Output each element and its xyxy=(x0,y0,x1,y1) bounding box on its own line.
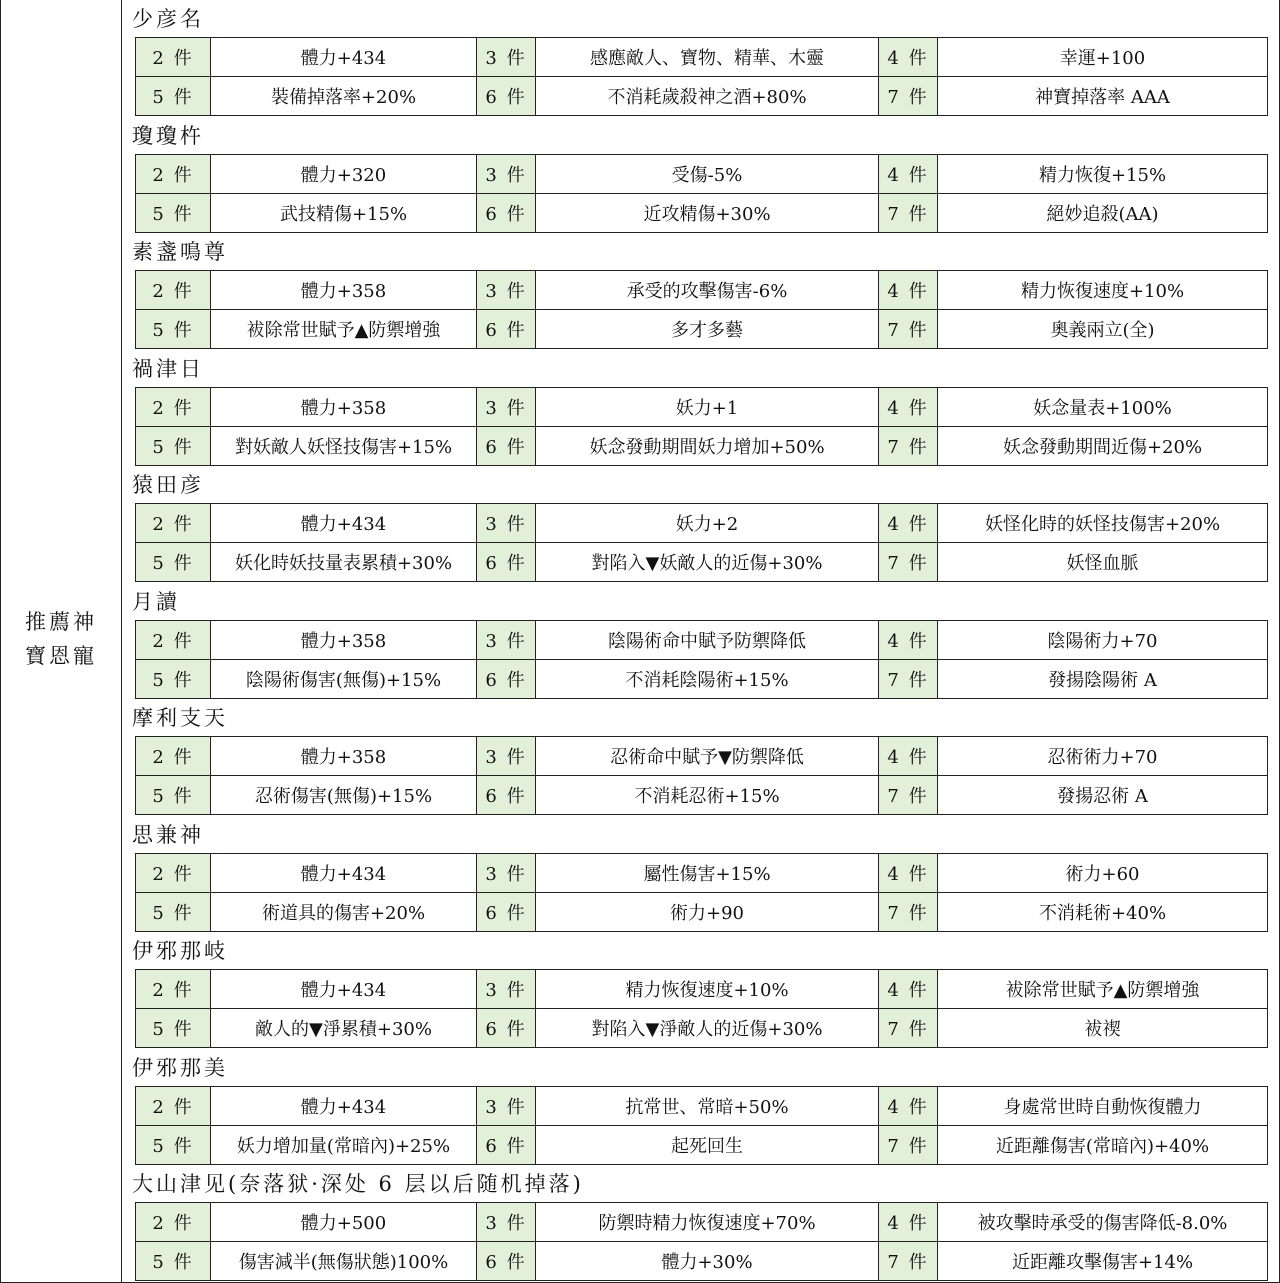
piece-count-cell: 6 件 xyxy=(477,77,536,116)
table-row xyxy=(136,1125,1268,1164)
bonus-effect-cell: 忍術傷害(無傷)+15% xyxy=(211,776,477,815)
piece-count-cell: 2 件 xyxy=(136,620,211,659)
bonus-effect-cell: 防禦時精力恢復速度+70% xyxy=(536,1203,879,1242)
bonus-effect-cell: 體力+358 xyxy=(211,387,477,426)
piece-count-cell: 7 件 xyxy=(879,310,938,349)
piece-count-cell: 5 件 xyxy=(136,543,211,582)
bonus-effect-cell: 近攻精傷+30% xyxy=(536,193,879,232)
bonus-effect-cell: 神寶掉落率 AAA xyxy=(938,77,1268,116)
bonus-effect-cell: 妖念量表+100% xyxy=(938,387,1268,426)
set-name: 摩利支天 xyxy=(132,706,228,730)
piece-count-cell: 2 件 xyxy=(136,853,211,892)
set-bonus-table xyxy=(135,270,1268,349)
set-block xyxy=(122,1049,1280,1166)
table-row xyxy=(136,271,1268,310)
table-row xyxy=(136,776,1268,815)
piece-count-cell: 4 件 xyxy=(879,271,938,310)
piece-count-cell: 2 件 xyxy=(136,1203,211,1242)
piece-count-cell: 6 件 xyxy=(477,659,536,698)
piece-count-cell: 2 件 xyxy=(136,271,211,310)
piece-count-cell: 4 件 xyxy=(879,737,938,776)
piece-count-cell: 6 件 xyxy=(477,1009,536,1048)
bonus-effect-cell: 忍術命中賦予▼防禦降低 xyxy=(536,737,879,776)
bonus-effect-cell: 妖怪化時的妖怪技傷害+20% xyxy=(938,504,1268,543)
bonus-effect-cell: 妖念發動期間妖力增加+50% xyxy=(536,426,879,465)
bonus-effect-cell: 奧義兩立(全) xyxy=(938,310,1268,349)
piece-count-cell: 4 件 xyxy=(879,38,938,77)
piece-count-cell: 4 件 xyxy=(879,853,938,892)
piece-count-cell: 3 件 xyxy=(477,970,536,1009)
table-row xyxy=(136,1242,1268,1281)
piece-count-cell: 6 件 xyxy=(477,892,536,931)
bonus-effect-cell: 武技精傷+15% xyxy=(211,193,477,232)
bonus-effect-cell: 抗常世、常暗+50% xyxy=(536,1086,879,1125)
piece-count-cell: 5 件 xyxy=(136,1009,211,1048)
bonus-effect-cell: 不消耗陰陽術+15% xyxy=(536,659,879,698)
piece-count-cell: 6 件 xyxy=(477,543,536,582)
set-block xyxy=(122,699,1280,816)
bonus-effect-cell: 體力+434 xyxy=(211,1086,477,1125)
piece-count-cell: 3 件 xyxy=(477,387,536,426)
set-bonus-table xyxy=(135,503,1268,582)
table-row xyxy=(136,154,1268,193)
set-name: 禍津日 xyxy=(132,356,204,381)
bonus-effect-cell: 起死回生 xyxy=(536,1125,879,1164)
bonus-effect-cell: 精力恢復速度+10% xyxy=(536,970,879,1009)
bonus-effect-cell: 陰陽術傷害(無傷)+15% xyxy=(211,659,477,698)
piece-count-cell: 5 件 xyxy=(136,776,211,815)
table-row xyxy=(136,77,1268,116)
piece-count-cell: 3 件 xyxy=(477,620,536,659)
bonus-effect-cell: 體力+434 xyxy=(211,504,477,543)
bonus-effect-cell: 精力恢復速度+10% xyxy=(938,271,1268,310)
bonus-effect-cell: 發揚忍術 A xyxy=(938,776,1268,815)
piece-count-cell: 7 件 xyxy=(879,1125,938,1164)
piece-count-cell: 6 件 xyxy=(477,1125,536,1164)
piece-count-cell: 4 件 xyxy=(879,387,938,426)
bonus-effect-cell: 精力恢復+15% xyxy=(938,154,1268,193)
bonus-effect-cell: 體力+434 xyxy=(211,853,477,892)
bonus-effect-cell: 體力+434 xyxy=(211,970,477,1009)
piece-count-cell: 3 件 xyxy=(477,504,536,543)
bonus-effect-cell: 受傷-5% xyxy=(536,154,879,193)
bonus-effect-cell: 妖化時妖技量表累積+30% xyxy=(211,543,477,582)
bonus-effect-cell: 袚除常世賦予▲防禦增強 xyxy=(211,310,477,349)
piece-count-cell: 4 件 xyxy=(879,154,938,193)
bonus-effect-cell: 妖怪血脈 xyxy=(938,543,1268,582)
bonus-effect-cell: 體力+320 xyxy=(211,154,477,193)
piece-count-cell: 3 件 xyxy=(477,271,536,310)
piece-count-cell: 3 件 xyxy=(477,154,536,193)
piece-count-cell: 5 件 xyxy=(136,426,211,465)
set-bonus-table xyxy=(135,620,1268,699)
set-block xyxy=(122,583,1280,700)
piece-count-cell: 6 件 xyxy=(477,776,536,815)
piece-count-cell: 4 件 xyxy=(879,1086,938,1125)
piece-count-cell: 3 件 xyxy=(477,38,536,77)
bonus-effect-cell: 忍術術力+70 xyxy=(938,737,1268,776)
table-row xyxy=(136,426,1268,465)
set-block xyxy=(122,816,1280,933)
bonus-effect-cell: 體力+500 xyxy=(211,1203,477,1242)
bonus-effect-cell: 不消耗術+40% xyxy=(938,892,1268,931)
bonus-effect-cell: 承受的攻擊傷害-6% xyxy=(536,271,879,310)
set-name: 素盞鳴尊 xyxy=(132,240,228,264)
bonus-effect-cell: 敵人的▼淨累積+30% xyxy=(211,1009,477,1048)
bonus-effect-cell: 體力+434 xyxy=(211,38,477,77)
piece-count-cell: 5 件 xyxy=(136,659,211,698)
table-row xyxy=(136,193,1268,232)
set-block xyxy=(122,0,1280,117)
piece-count-cell: 4 件 xyxy=(879,504,938,543)
bonus-effect-cell: 體力+358 xyxy=(211,620,477,659)
set-block xyxy=(122,1165,1280,1282)
piece-count-cell: 2 件 xyxy=(136,504,211,543)
bonus-effect-cell: 妖力+1 xyxy=(536,387,879,426)
piece-count-cell: 5 件 xyxy=(136,892,211,931)
set-bonus-table xyxy=(135,1202,1268,1281)
set-name: 月讀 xyxy=(132,589,180,614)
table-row xyxy=(136,620,1268,659)
set-bonus-table xyxy=(135,37,1268,116)
bonus-effect-cell: 術道具的傷害+20% xyxy=(211,892,477,931)
table-row xyxy=(136,853,1268,892)
bonus-effect-cell: 袚除常世賦予▲防禦增強 xyxy=(938,970,1268,1009)
table-row xyxy=(136,737,1268,776)
piece-count-cell: 4 件 xyxy=(879,1203,938,1242)
bonus-effect-cell: 袚禊 xyxy=(938,1009,1268,1048)
piece-count-cell: 7 件 xyxy=(879,426,938,465)
piece-count-cell: 6 件 xyxy=(477,193,536,232)
table-row xyxy=(136,1203,1268,1242)
piece-count-cell: 4 件 xyxy=(879,620,938,659)
bonus-effect-cell: 體力+358 xyxy=(211,737,477,776)
piece-count-cell: 6 件 xyxy=(477,310,536,349)
piece-count-cell: 7 件 xyxy=(879,77,938,116)
piece-count-cell: 2 件 xyxy=(136,737,211,776)
set-name: 伊邪那岐 xyxy=(132,939,228,963)
piece-count-cell: 3 件 xyxy=(477,853,536,892)
piece-count-cell: 7 件 xyxy=(879,1009,938,1048)
piece-count-cell: 3 件 xyxy=(477,1203,536,1242)
category-label: 推薦神 寶恩寵 xyxy=(25,610,97,668)
set-bonus-table xyxy=(135,736,1268,815)
set-block xyxy=(122,117,1280,234)
bonus-effect-cell: 絕妙追殺(AA) xyxy=(938,193,1268,232)
bonus-effect-cell: 妖念發動期間近傷+20% xyxy=(938,426,1268,465)
bonus-effect-cell: 妖力增加量(常暗內)+25% xyxy=(211,1125,477,1164)
set-block xyxy=(122,350,1280,467)
piece-count-cell: 2 件 xyxy=(136,1086,211,1125)
set-name: 思兼神 xyxy=(132,822,204,847)
bonus-effect-cell: 不消耗歲殺神之酒+80% xyxy=(536,77,879,116)
piece-count-cell: 6 件 xyxy=(477,426,536,465)
piece-count-cell: 7 件 xyxy=(879,776,938,815)
piece-count-cell: 3 件 xyxy=(477,737,536,776)
table-row xyxy=(136,970,1268,1009)
table-row xyxy=(136,892,1268,931)
bonus-effect-cell: 身處常世時自動恢復體力 xyxy=(938,1086,1268,1125)
bonus-effect-cell: 裝備掉落率+20% xyxy=(211,77,477,116)
piece-count-cell: 2 件 xyxy=(136,38,211,77)
piece-count-cell: 7 件 xyxy=(879,193,938,232)
table-row xyxy=(136,38,1268,77)
piece-count-cell: 4 件 xyxy=(879,970,938,1009)
bonus-effect-cell: 屬性傷害+15% xyxy=(536,853,879,892)
bonus-effect-cell: 術力+60 xyxy=(938,853,1268,892)
set-bonus-table xyxy=(135,1086,1268,1165)
bonus-effect-cell: 傷害減半(無傷狀態)100% xyxy=(211,1242,477,1281)
bonus-effect-cell: 體力+30% xyxy=(536,1242,879,1281)
set-block xyxy=(122,466,1280,583)
set-name: 伊邪那美 xyxy=(132,1055,228,1080)
piece-count-cell: 5 件 xyxy=(136,193,211,232)
table-row xyxy=(136,1009,1268,1048)
set-bonus-table xyxy=(135,387,1268,466)
set-name: 大山津见(奈落狱·深处 6 层以后随机掉落) xyxy=(132,1172,584,1196)
piece-count-cell: 7 件 xyxy=(879,543,938,582)
bonus-effect-cell: 多才多藝 xyxy=(536,310,879,349)
bonus-effect-cell: 對陷入▼妖敵人的近傷+30% xyxy=(536,543,879,582)
table-row xyxy=(136,1086,1268,1125)
piece-count-cell: 2 件 xyxy=(136,154,211,193)
piece-count-cell: 3 件 xyxy=(477,1086,536,1125)
bonus-effect-cell: 發揚陰陽術 A xyxy=(938,659,1268,698)
bonus-effect-cell: 近距離攻擊傷害+14% xyxy=(938,1242,1268,1281)
piece-count-cell: 7 件 xyxy=(879,1242,938,1281)
table-row xyxy=(136,659,1268,698)
bonus-effect-cell: 近距離傷害(常暗內)+40% xyxy=(938,1125,1268,1164)
table-row xyxy=(136,504,1268,543)
bonus-effect-cell: 陰陽術命中賦予防禦降低 xyxy=(536,620,879,659)
set-bonus-table xyxy=(135,969,1268,1048)
set-name: 猿田彦 xyxy=(132,473,204,497)
piece-count-cell: 7 件 xyxy=(879,659,938,698)
set-list xyxy=(122,0,1280,1283)
set-name: 少彦名 xyxy=(132,7,204,31)
table-row xyxy=(136,387,1268,426)
bonus-effect-cell: 對妖敵人妖怪技傷害+15% xyxy=(211,426,477,465)
bonus-effect-cell: 感應敵人、寶物、精華、木靈 xyxy=(536,38,879,77)
piece-count-cell: 6 件 xyxy=(477,1242,536,1281)
piece-count-cell: 7 件 xyxy=(879,892,938,931)
bonus-effect-cell: 不消耗忍術+15% xyxy=(536,776,879,815)
piece-count-cell: 2 件 xyxy=(136,387,211,426)
piece-count-cell: 5 件 xyxy=(136,1125,211,1164)
bonus-effect-cell: 體力+358 xyxy=(211,271,477,310)
piece-count-cell: 5 件 xyxy=(136,310,211,349)
set-bonus-table xyxy=(135,154,1268,233)
bonus-effect-cell: 陰陽術力+70 xyxy=(938,620,1268,659)
set-block xyxy=(122,233,1280,350)
table-row xyxy=(136,310,1268,349)
set-block xyxy=(122,932,1280,1049)
set-bonus-table xyxy=(135,853,1268,932)
bonus-effect-cell: 妖力+2 xyxy=(536,504,879,543)
piece-count-cell: 5 件 xyxy=(136,1242,211,1281)
bonus-effect-cell: 對陷入▼淨敵人的近傷+30% xyxy=(536,1009,879,1048)
bonus-effect-cell: 術力+90 xyxy=(536,892,879,931)
table-row xyxy=(136,543,1268,582)
piece-count-cell: 5 件 xyxy=(136,77,211,116)
set-name: 瓊瓊杵 xyxy=(132,123,204,148)
bonus-effect-cell: 幸運+100 xyxy=(938,38,1268,77)
category-column xyxy=(1,0,122,1283)
bonus-effect-cell: 被攻擊時承受的傷害降低-8.0% xyxy=(938,1203,1268,1242)
piece-count-cell: 2 件 xyxy=(136,970,211,1009)
